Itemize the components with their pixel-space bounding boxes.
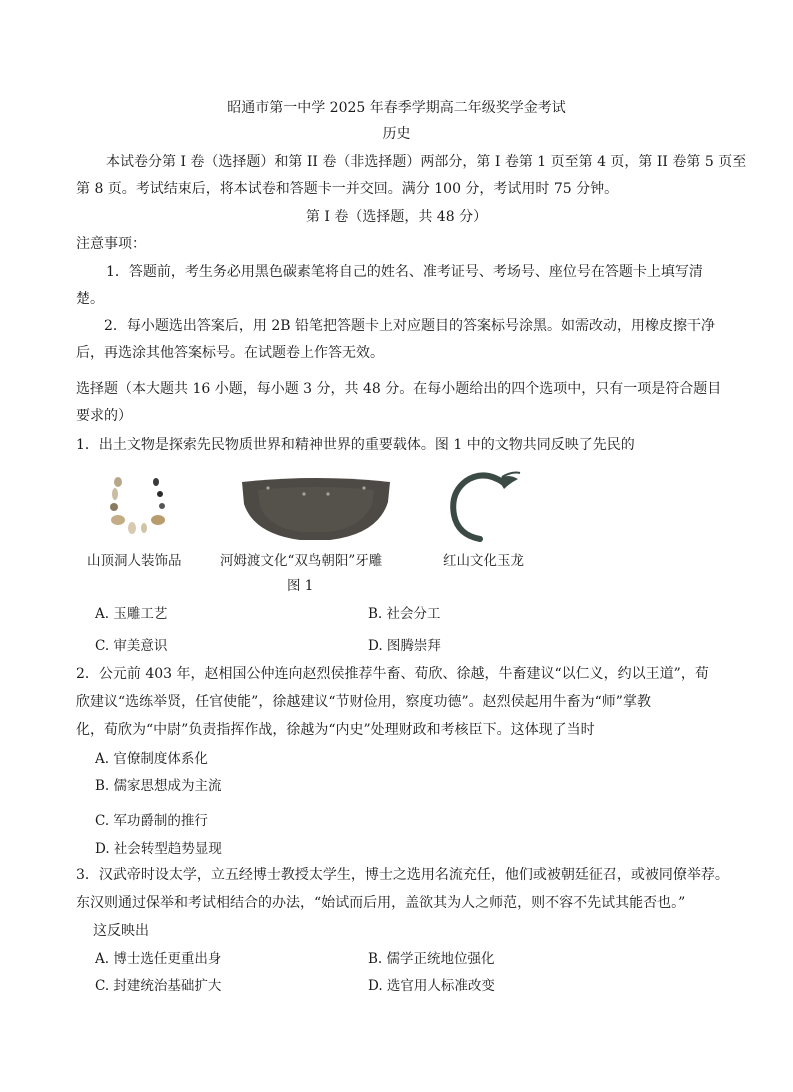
q1-option-c[interactable]: C. 审美意识 [95,638,168,654]
q1-option-d[interactable]: D. 图腾崇拜 [368,638,441,654]
intro-line-1: 本试卷分第 I 卷（选择题）和第 II 卷（非选择题）两部分，第 I 卷第 1 页至第 4 页，第 II 卷第 5 页至 [106,154,747,170]
notes-item-1-line-1: 1．答题前，考生务必用黑色碳素笔将自己的姓名、准考证号、考场号、座位号在答题卡上填写清 [106,264,703,280]
q1-caption-1: 山顶洞人装饰品 [87,553,182,569]
figure-1-label: 图 1 [287,578,314,594]
section-line-2: 要求的） [76,408,132,424]
shandingdong-ornaments-image [98,474,176,540]
q2-line-3: 化，荀欣为“中尉”负责指挥作战，徐越为“内史”处理财政和考核臣下。这体现了当时 [76,722,595,738]
q1-option-b[interactable]: B. 社会分工 [368,606,441,622]
q3-line-2: 东汉则通过保举和考试相结合的办法，“始试而后用，盖欲其为人之师范，则不容不先试其能否也。” [76,895,686,911]
q2-line-2: 欣建议“选练举贤，任官使能”，徐越建议“节财俭用，察度功德”。赵烈侯起用牛畜为“师”掌教 [76,694,651,710]
q2-option-d[interactable]: D. 社会转型趋势显现 [95,841,222,857]
hemudu-ivory-carving-image [238,476,394,542]
notes-heading: 注意事项： [76,236,146,252]
q3-option-d[interactable]: D. 选官用人标准改变 [368,978,495,994]
q1-caption-3: 红山文化玉龙 [443,553,524,569]
notes-item-1-line-2: 楚。 [76,291,104,307]
q3-option-b[interactable]: B. 儒学正统地位强化 [368,951,495,967]
q3-option-a[interactable]: A. 博士选任更重出身 [95,951,222,967]
q2-option-a[interactable]: A. 官僚制度体系化 [95,751,208,767]
part1-title: 第 I 卷（选择题，共 48 分） [305,209,488,225]
q3-option-c[interactable]: C. 封建统治基础扩大 [95,978,222,994]
notes-item-2-line-2: 后，再选涂其他答案标号。在试题卷上作答无效。 [76,345,384,361]
q2-line-1: 2．公元前 403 年，赵相国公仲连向赵烈侯推荐牛畜、荀欣、徐越，牛畜建议“以仁义，约以王道”，荀 [76,666,709,682]
intro-line-2: 第 8 页。考试结束后，将本试卷和答题卡一并交回。满分 100 分，考试用时 75 分钟。 [76,181,619,197]
section-line-1: 选择题（本大题共 16 小题，每小题 3 分，共 48 分。在每小题给出的四个选项中，只有一项是符合题目 [76,381,722,397]
exam-title: 昭通市第一中学 2025 年春季学期高二年级奖学金考试 [227,100,566,116]
q2-option-b[interactable]: B. 儒家思想成为主流 [95,778,222,794]
q1-caption-2: 河姆渡文化“双鸟朝阳”牙雕 [220,553,383,569]
notes-item-2-line-1: 2．每小题选出答案后，用 2B 铅笔把答题卡上对应题目的答案标号涂黑。如需改动，用橡皮擦干净 [104,318,716,334]
q3-line-3: 这反映出 [93,923,149,939]
q1-stem: 1．出土文物是探索先民物质世界和精神世界的重要载体。图 1 中的文物共同反映了先民的 [76,437,635,453]
hongshan-jade-dragon-image [446,469,522,543]
q1-option-a[interactable]: A. 玉雕工艺 [95,606,168,622]
subject-title: 历史 [382,126,411,142]
q2-option-c[interactable]: C. 军功爵制的推行 [95,813,208,829]
q3-line-1: 3．汉武帝时设太学，立五经博士教授太学生，博士之选用名流充任，他们或被朝廷征召，或被同僚举荐。 [76,867,729,883]
